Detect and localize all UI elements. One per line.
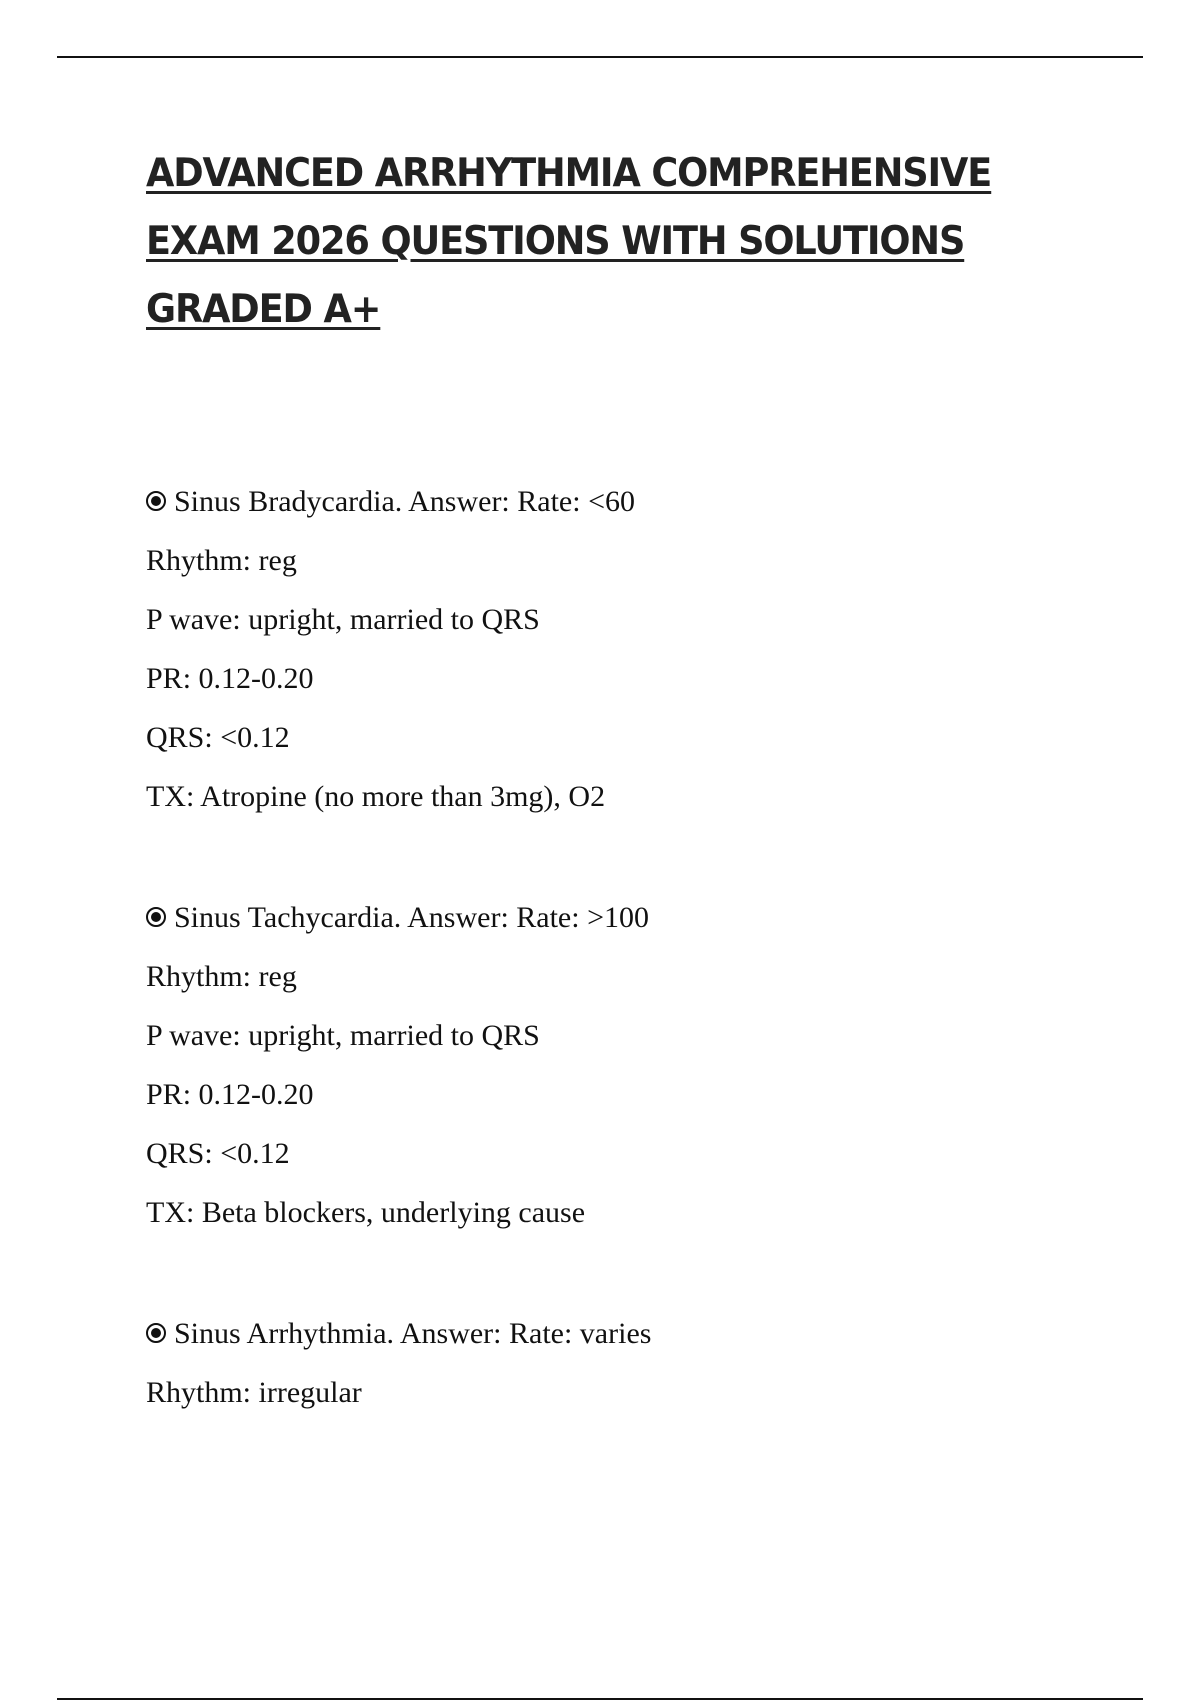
answer-line: QRS: <0.12 (146, 1137, 290, 1170)
answer-line: TX: Beta blockers, underlying cause (146, 1196, 586, 1229)
radio-bullet-icon (146, 491, 166, 511)
answer-line: QRS: <0.12 (146, 721, 290, 754)
answer-line: PR: 0.12-0.20 (146, 1078, 314, 1111)
answer-line: PR: 0.12-0.20 (146, 662, 314, 695)
qa-item-sinus-arrhythmia (146, 1304, 1046, 1422)
answer-line: Rhythm: irregular (146, 1376, 362, 1409)
answer-line: Rhythm: reg (146, 960, 297, 993)
answer-line: P wave: upright, married to QRS (146, 603, 540, 636)
question-line (146, 472, 1046, 531)
question-line (146, 888, 1046, 947)
answer-line: TX: Atropine (no more than 3mg), O2 (146, 780, 606, 813)
title-line-2: EXAM 2026 QUESTIONS WITH SOLUTIONS (146, 219, 965, 264)
title-line-1: ADVANCED ARRHYTHMIA COMPREHENSIVE (146, 151, 992, 196)
title-line-3: GRADED A+ (146, 287, 381, 332)
top-rule (57, 56, 1143, 58)
radio-bullet-icon (146, 907, 166, 927)
qa-item-sinus-bradycardia (146, 472, 1046, 826)
question-text: Sinus Bradycardia. Answer: Rate: <60 (174, 485, 636, 518)
answer-line: P wave: upright, married to QRS (146, 1019, 540, 1052)
qa-item-sinus-tachycardia (146, 888, 1046, 1242)
question-line (146, 1304, 1046, 1363)
question-text: Sinus Tachycardia. Answer: Rate: >100 (174, 901, 650, 934)
radio-bullet-icon (146, 1323, 166, 1343)
question-text: Sinus Arrhythmia. Answer: Rate: varies (174, 1317, 652, 1350)
page-title (146, 140, 1030, 344)
answer-line: Rhythm: reg (146, 544, 297, 577)
